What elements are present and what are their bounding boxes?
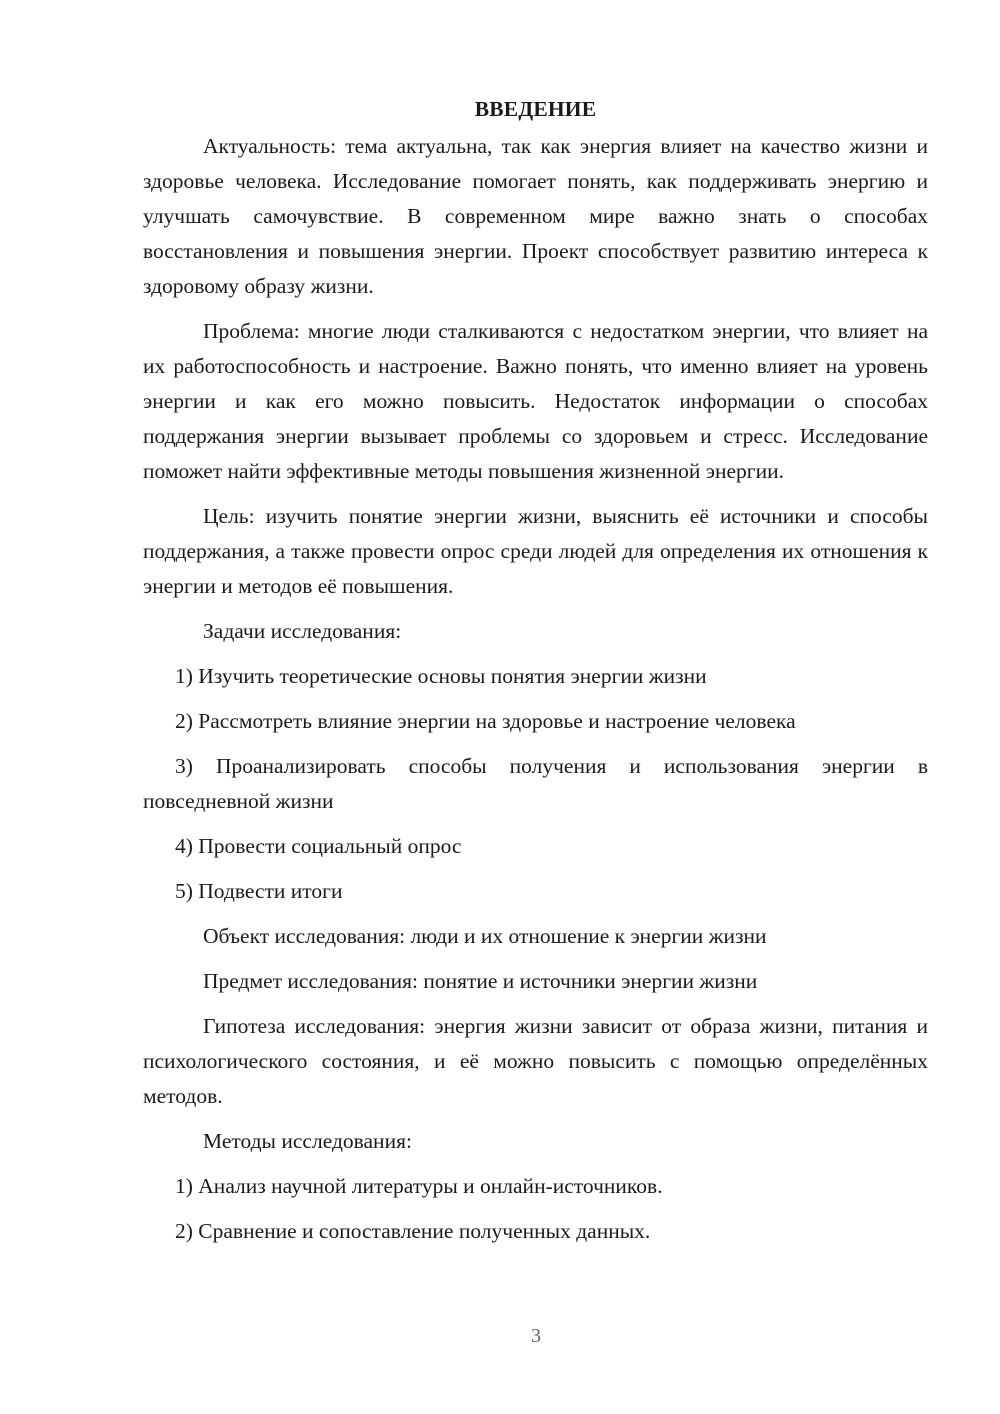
task-item-1: 1) Изучить теоретические основы понятия энергии жизни (175, 664, 707, 688)
problem-paragraph: Проблема: многие люди сталкиваются с недостатком энергии, что влияет на их работоспособность и настроение. Важно понять, что именно влияет на уровень энергии и как его можно повысить. Недостаток информации о способах поддержания энергии вызывает проблемы со здоровьем и стресс. Исследование поможет найти эффективные методы повышения жизненной энергии. (143, 319, 928, 483)
page-content (143, 92, 928, 1259)
page-number: 3 (531, 1325, 541, 1347)
task-item-4: 4) Провести социальный опрос (175, 834, 462, 858)
research-hypothesis: Гипотеза исследования: энергия жизни зависит от образа жизни, питания и психологического состояния, и её можно повысить с помощью определённых методов. (143, 1014, 928, 1108)
page-title: ВВЕДЕНИЕ (474, 97, 597, 121)
relevance-paragraph: Актуальность: тема актуальна, так как энергия влияет на качество жизни и здоровье человека. Исследование помогает понять, как поддерживать энергию и улучшать самочувствие. В современном мире важно знать о способах восстановления и повышения энергии. Проект способствует развитию интереса к здоровому образу жизни. (143, 134, 928, 298)
task-item-5: 5) Подвести итоги (175, 879, 343, 903)
task-item-3: 3) Проанализировать способы получения и использования энергии в повседневной жизни (143, 754, 928, 813)
task-item-2: 2) Рассмотреть влияние энергии на здоровье и настроение человека (175, 709, 796, 733)
research-subject: Предмет исследования: понятие и источники энергии жизни (203, 969, 758, 993)
goal-paragraph: Цель: изучить понятие энергии жизни, выяснить её источники и способы поддержания, а также провести опрос среди людей для определения их отношения к энергии и методов её повышения. (143, 504, 928, 598)
research-object: Объект исследования: люди и их отношение к энергии жизни (203, 924, 767, 948)
method-item-2: 2) Сравнение и сопоставление полученных данных. (175, 1219, 651, 1243)
tasks-heading: Задачи исследования: (203, 619, 402, 643)
methods-heading: Методы исследования: (203, 1129, 412, 1153)
method-item-1: 1) Анализ научной литературы и онлайн-источников. (175, 1174, 663, 1198)
